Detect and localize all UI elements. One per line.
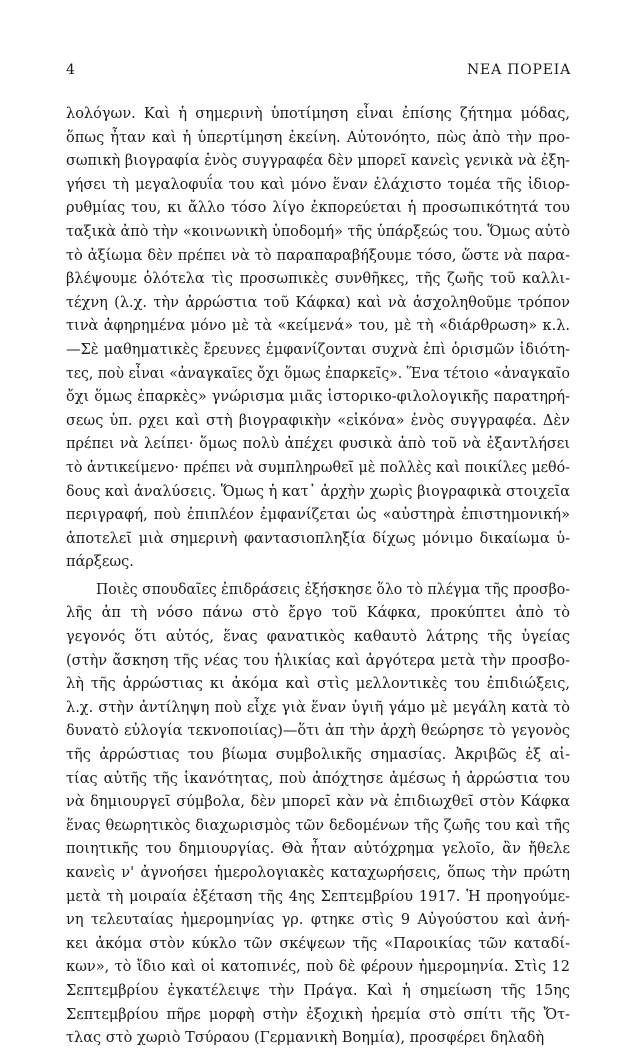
text-line: Σεπτεμβρίου ἐγκατέλειψε τὴν Πράγα. Καὶ ἡ σημείωση τῆς 15ης [66,982,570,999]
text-line: σωπικὴ βιογραφία ἑνὸς συγγραφέα δὲν μπορεῖ κανεὶς γενικὰ νὰ ἐξη- [66,153,570,170]
text-line: σεως ὑπ. ρχει καὶ στὴ βιογραφικὴν «εἰκόνα» ἑνὸς συγγραφέα. Δὲν [66,412,570,429]
text-line: κανεὶς ν' ἀγνοήσει ἡμερολογιακὲς καταχωρήσεις, ὅπως τὴν πρώτη [66,865,570,881]
text-line: ὅπως ἦταν καὶ ἡ ὑπερτίμηση ἐκείνη. Αὐτονόητο, πὼς ἀπὸ τὴν προ- [66,129,570,146]
body-text [66,103,570,1051]
text-line: νὰ δημιουργεῖ σύμβολα, δὲν μπορεῖ κὰν νὰ ἐπιδιωχθεῖ στὸν Κάφκα [66,794,570,811]
text-line: δυνατὸ εὐλογία τεκνοποιίας)—ὅτι ἀπ τὴν ἀρχὴ θεώρησε τὸ γεγονὸς [66,723,570,740]
text-line: λ.χ. στὴν ἀντίληψη ποὺ εἶχε γιὰ ἕναν ὑγιῆ γάμο μὲ μεγάλη κατὰ τὸ [66,699,570,716]
text-line: νη τελευταίας ἡμερομηνίας γρ. φτηκε στὶς 9 Αὐγούστου καὶ ἀνή- [66,912,570,929]
paragraph [66,579,570,1051]
text-line: μετὰ τὴ μοιραία ἐξέταση τῆς 4ης Σεπτεμβρίου 1917. Ἡ προηγούμε- [66,888,570,905]
text-line: τλας στὸ χωριὸ Τσύραου (Γερμανικὴ Βοημία), προσφέρει δηλαδὴ [66,1030,545,1047]
text-line: (στὴν ἄσκηση τῆς νέας του ἡλικίας καὶ ἀργότερα μετὰ τὴν προσβο- [66,652,570,669]
text-line: ρυθμίας του, κι ἄλλο τόσο λίγο ἐκπορεύεται ἡ προσωπικότητά του [66,200,570,217]
text-line: λολόγων. Καὶ ἡ σημερινὴ ὑποτίμηση εἶναι ἐπίσης ζήτημα μόδας, [66,106,570,122]
text-line: ὄχι ὅμως ἐπαρκὲς» γνώρισμα μιᾶς ἱστορικο-φιλολογικῆς παρατηρή- [66,389,570,406]
text-line: τινὰ ἀφηρημένα μόνο μὲ τὰ «κείμενά» του, μὲ τὴ «διάρθρωση» κ.λ. [66,318,570,335]
running-head: ΝΕΑ ΠΟΡΕΙΑ [467,62,571,78]
text-line: ταξικὰ ἀπὸ τὴν «κοινωνικὴ ὑποδομή» τῆς ὑπάρξεώς του. Ὅμως αὐτὸ [66,223,570,240]
text-line: τὸ ἀντικείμενο· πρέπει νὰ συμπληρωθεῖ μὲ πολλὲς καὶ ποικίλες μεθό- [66,459,570,476]
text-line: λῆς ἀπ τὴ νόσο πάνω στὸ ἔργο τοῦ Κάφκα, προκύπτει ἀπὸ τὸ [66,605,570,622]
text-line: τες, ποὺ εἶναι «ἀναγκαῖες ὄχι ὅμως ἐπαρκεῖς». Ἕνα τέτοιο «ἀναγκαῖο [66,365,570,382]
text-line: τέχνη (λ.χ. τὴν ἀρρώστια τοῦ Κάφκα) καὶ νὰ ἀσχοληθοῦμε τρόπον [66,294,570,311]
text-line: —Σὲ μαθηματικὲς ἔρευνες ἐμφανίζονται συχνὰ ἐπὶ ὁρισμῶν ἰδιότη- [66,341,570,358]
text-line: τῆς ἀρρώστιας του βίωμα συμβολικῆς σημασίας. Ἀκριβῶς ἐξ αἰ- [66,747,570,764]
text-line: κει ἀκόμα στὸν κύκλο τῶν σκέψεων τῆς «Παροικίας τῶν καταδί- [66,935,570,952]
text-line: Σεπτεμβρίου πῆρε μορφὴ στὴν ἐξοχικὴ ἠρεμία στὸ σπίτι τῆς Ὄτ- [66,1006,570,1023]
text-line: ἕνας θεωρητικὸς διαχωρισμὸς τῶν δεδομένων τῆς ζωῆς του καὶ τῆς [66,817,570,834]
text-line: γεγονός ὅτι αὐτός, ἕνας φανατικὸς καθαυτὸ λάτρης τῆς ὑγείας [66,629,570,646]
text-line: δους καὶ ἀναλύσεις. Ὅμως ἡ κατ᾽ ἀρχὴν χωρὶς βιογραφικὰ στοιχεῖα [66,483,570,500]
text-line: τὸ ἀξίωμα δὲν πρέπει νὰ τὸ παραπαραβήξουμε τόσο, ὥστε νὰ παρα- [66,247,570,264]
text-line: ἀποτελεῖ μιὰ σημερινὴ φαντασιοπληξία δίχως μόνιμο δικαίωμα ὑ- [66,530,570,547]
text-line: τίας αὐτῆς τῆς ἱκανότητας, ποὺ ἀπόχτησε ἀμέσως ἡ ἀρρώστια του [66,770,570,787]
text-line: λὴ τῆς ἀρρώστιας κι ἀκόμα καὶ στὶς μελλοντικὲς του ἐπιδιώξεις, [66,676,570,693]
text-line: κων», τὸ ἴδιο καὶ οἱ κατοπινές, ποὺ δὲ φέρουν ἡμερομηνία. Στὶς 12 [66,959,570,976]
page-header [0,62,623,84]
text-line: περιγραφή, ποὺ ἐπιπλέον ἐμφανίζεται ὡς «αὐστηρὰ ἐπιστημονική» [66,507,570,524]
paragraph [66,103,570,575]
text-line: Ποιὲς σπουδαῖες ἐπιδράσεις ἐξήσκησε ὅλο τὸ πλέγμα τῆς προσβο- [96,581,570,598]
text-line: γήσει τὴ μεγαλοφυΐα του καὶ μόνο ἕναν ἐλάχιστο τομέα τῆς ἰδιορ- [66,176,570,193]
text-line: βλέψουμε ὁλότελα τὶς προσωπικὲς συνθῆκες, τῆς ζωῆς τοῦ καλλι- [66,271,570,288]
page-number: 4 [66,62,75,78]
text-line: ποιητικῆς του δημιουργίας. Θὰ ἦταν αὐτόχρημα γελοῖο, ἂν ἤθελε [66,841,570,858]
text-line: πρέπει νὰ λείπει· ὅμως πολὺ ἀπέχει φυσικὰ ἀπὸ τοῦ νὰ ἐξαντλήσει [66,436,570,453]
text-line: πάρξεως. [66,554,134,571]
